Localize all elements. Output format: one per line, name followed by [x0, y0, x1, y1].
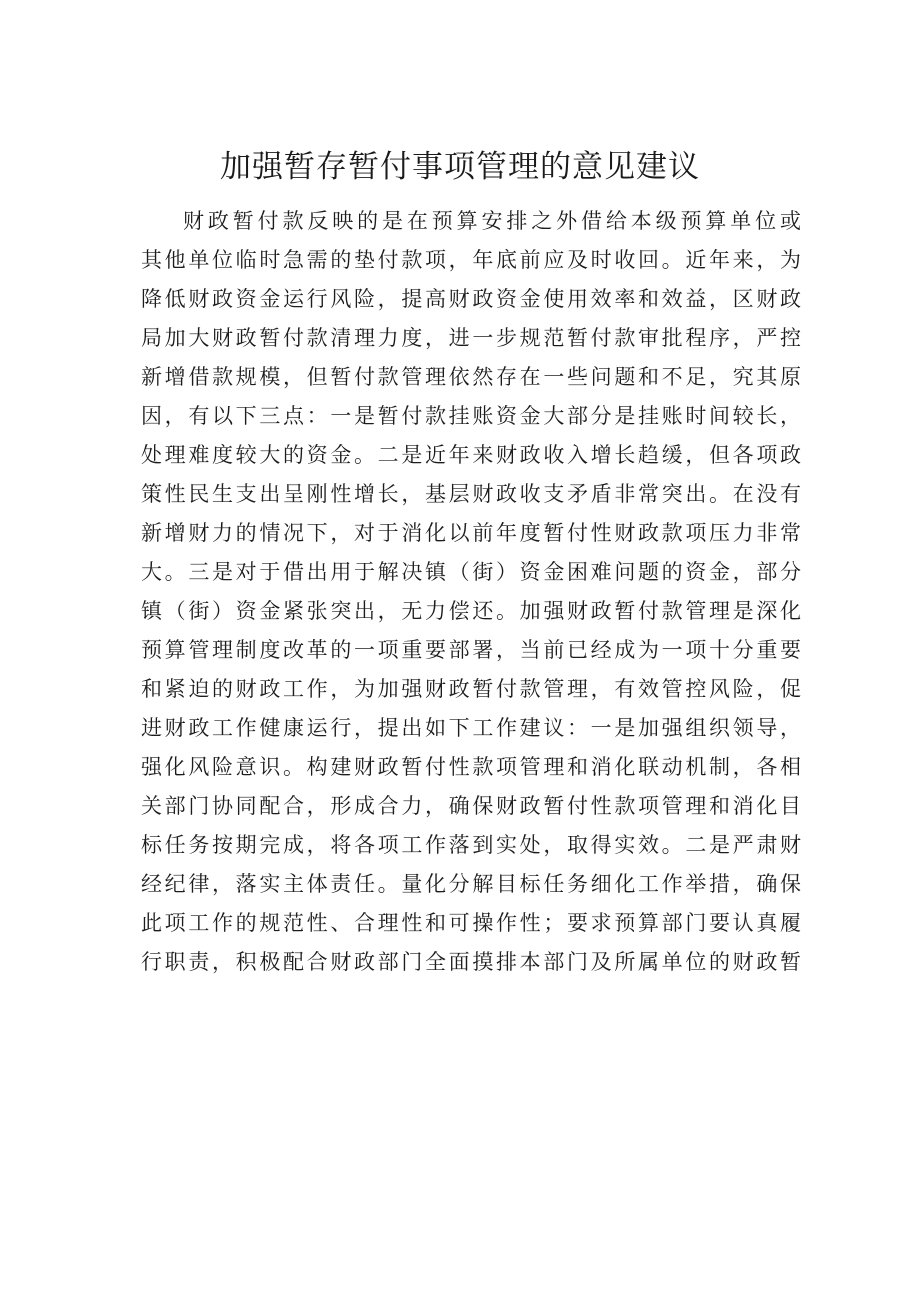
body-paragraph — [141, 202, 801, 982]
paragraph-line: 因，有以下三点：一是暂付款挂账资金大部分是挂账时间较长， — [141, 404, 801, 428]
paragraph-line: 经纪律，落实主体责任。量化分解目标任务细化工作举措，确保 — [141, 872, 801, 896]
paragraph-line: 镇（街）资金紧张突出，无力偿还。加强财政暂付款管理是深化 — [141, 599, 801, 623]
paragraph-line: 此项工作的规范性、合理性和可操作性；要求预算部门要认真履 — [141, 911, 801, 935]
paragraph-line: 预算管理制度改革的一项重要部署，当前已经成为一项十分重要 — [141, 638, 801, 662]
paragraph-line: 关部门协同配合，形成合力，确保财政暂付性款项管理和消化目 — [141, 794, 801, 818]
paragraph-line: 财政暂付款反映的是在预算安排之外借给本级预算单位或 — [183, 209, 801, 233]
paragraph-line: 强化风险意识。构建财政暂付性款项管理和消化联动机制，各相 — [141, 755, 801, 779]
paragraph-line: 大。三是对于借出用于解决镇（街）资金困难问题的资金，部分 — [141, 560, 801, 584]
paragraph-line: 行职责，积极配合财政部门全面摸排本部门及所属单位的财政暂 — [141, 950, 801, 974]
paragraph-line: 其他单位临时急需的垫付款项，年底前应及时收回。近年来，为 — [141, 248, 801, 272]
paragraph-line: 处理难度较大的资金。二是近年来财政收入增长趋缓，但各项政 — [141, 443, 801, 467]
paragraph-line: 进财政工作健康运行，提出如下工作建议：一是加强组织领导， — [141, 716, 801, 740]
document-title: 加强暂存暂付事项管理的意见建议 — [220, 148, 700, 185]
paragraph-line: 标任务按期完成，将各项工作落到实处，取得实效。二是严肃财 — [141, 833, 801, 857]
paragraph-line: 策性民生支出呈刚性增长，基层财政收支矛盾非常突出。在没有 — [141, 482, 801, 506]
paragraph-line: 新增财力的情况下，对于消化以前年度暂付性财政款项压力非常 — [141, 521, 801, 545]
paragraph-line: 局加大财政暂付款清理力度，进一步规范暂付款审批程序，严控 — [141, 326, 801, 350]
paragraph-line: 新增借款规模，但暂付款管理依然存在一些问题和不足，究其原 — [141, 365, 801, 389]
paragraph-line: 和紧迫的财政工作，为加强财政暂付款管理，有效管控风险，促 — [141, 677, 801, 701]
paragraph-line: 降低财政资金运行风险，提高财政资金使用效率和效益，区财政 — [141, 287, 801, 311]
